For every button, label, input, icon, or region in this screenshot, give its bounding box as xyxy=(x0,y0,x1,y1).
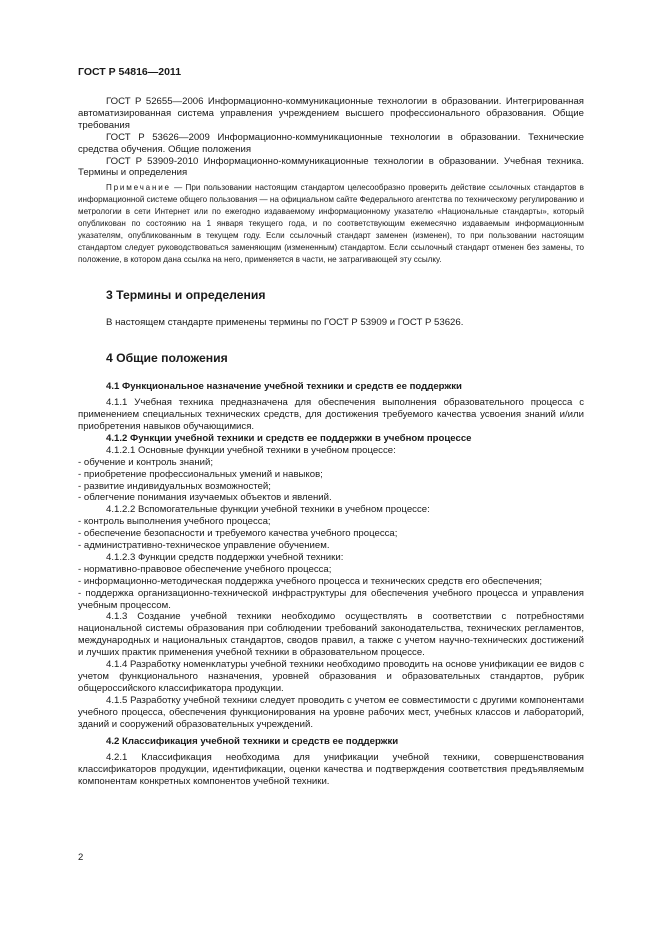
clause-4-2-1: 4.2.1 Классификация необходима для унификации учебной техники, совершенствования классификаторов продукции, идентификации, оценки качества и подтверждения соответствия предъявляемым компонентам конкретных компонентов учебной техники. xyxy=(78,752,584,788)
subsection-4-1-2-heading: 4.1.2 Функции учебной техники и средств ее поддержки в учебном процессе xyxy=(106,432,472,444)
clause-4-1-3: 4.1.3 Создание учебной техники необходимо осуществлять в соответствии с потребностями национальной системы образования при соблюдении требований законодательства, технических регламентов, международных и национальных стандартов, сводов правил, а также с учетом научно-технических достижений и лучших практик применения учебной техники в образовательном процессе. xyxy=(78,611,584,659)
reference-item: ГОСТ Р 53626—2009 Информационно-коммуникационные технологии в образовании. Технические средства обучения. Общие положения xyxy=(78,131,584,155)
list-item: - нормативно-правовое обеспечение учебного процесса; xyxy=(78,563,332,575)
list-item: - развитие индивидуальных возможностей; xyxy=(78,480,271,492)
subsection-4-2-heading: 4.2 Классификация учебной техники и средств ее поддержки xyxy=(106,735,399,747)
list-item: - контроль выполнения учебного процесса; xyxy=(78,516,271,528)
list-item: - обеспечение безопасности и требуемого качества учебного процесса; xyxy=(78,528,398,540)
clause-4-1-1: 4.1.1 Учебная техника предназначена для обеспечения выполнения образовательного процесса с применением специальных технических средств, для достижения требуемого качества усвоения знаний и/или приобретения навыков обучающимися. xyxy=(78,397,584,432)
section-4-heading: 4 Общие положения xyxy=(106,351,228,366)
list-item: - облегчение понимания изучаемых объектов и явлений. xyxy=(78,492,332,504)
list-item: - приобретение профессиональных умений и навыков; xyxy=(78,468,323,480)
clause-4-1-4: 4.1.4 Разработку номенклатуры учебной техники необходимо проводить на основе унификации ее видов с учетом функционального назначения, уровней образования и образовательных стандартов, рубрик общероссийского классификатора продукции. xyxy=(78,659,584,694)
note-text: — При пользовании настоящим стандартом целесообразно проверить действие ссылочных стандартов в информационной системе общего пользования — на официальном сайте Федерального агентства по техническому регулированию и метрологии в сети Интернет или по ежегодно издаваемому информационному указателю «Национальные стандарты», который опубликован по состоянию на 1 января текущего года, и по соответствующим ежемесячно издаваемым информационным указателям, опубликованным в текущем году. Если ссылочный стандарт заменен (изменен), то при пользовании настоящим стандартом следует руководствоваться заменяющим (измененным) стандартом. Если ссылочный стандарт отменен без замены, то положение, в котором дана ссылка на него, применяется в части, не затрагивающей эту ссылку. xyxy=(78,183,584,265)
note-paragraph xyxy=(78,182,584,266)
page-content xyxy=(78,96,584,788)
clause-4-1-2-1: 4.1.2.1 Основные функции учебной техники в учебном процессе: xyxy=(106,444,396,456)
subsection-4-1-heading: 4.1 Функциональное назначение учебной техники и средств ее поддержки xyxy=(106,381,462,393)
section-3-heading: 3 Термины и определения xyxy=(106,288,266,303)
page-number: 2 xyxy=(78,852,84,863)
document-header: ГОСТ Р 54816—2011 xyxy=(78,66,182,78)
clause-4-1-5: 4.1.5 Разработку учебной техники следует проводить с учетом ее совместимости с другими компонентами учебного процесса, обеспечения функционирования на уровне рабочих мест, учебных классов и лабораторий, зданий и сооружений образовательных учреждений. xyxy=(78,694,584,730)
reference-item: ГОСТ Р 52655—2006 Информационно-коммуникационные технологии в образовании. Интегрированная автоматизированная система управления учреждением высшего профессионального образования. Общие требования xyxy=(78,96,584,131)
list-item: - поддержка организационно-технической инфраструктуры для обеспечения учебного процесса и управления учебным процессом. xyxy=(78,587,584,611)
list-item: - информационно-методическая поддержка учебного процесса и технических средств его обеспечения; xyxy=(78,575,543,587)
list-item: - административно-техническое управление обучением. xyxy=(78,540,330,552)
clause-4-1-2-2: 4.1.2.2 Вспомогательные функции учебной техники в учебном процессе: xyxy=(106,504,430,516)
reference-item: ГОСТ Р 53909-2010 Информационно-коммуникационные технологии в образовании. Учебная техника. Термины и определения xyxy=(78,155,584,179)
clause-4-1-2-3: 4.1.2.3 Функции средств поддержки учебной техники: xyxy=(106,551,344,563)
note-label: Примечание xyxy=(106,183,171,193)
section-3-text: В настоящем стандарте применены термины по ГОСТ Р 53909 и ГОСТ Р 53626. xyxy=(106,317,464,329)
list-item: - обучение и контроль знаний; xyxy=(78,456,214,468)
